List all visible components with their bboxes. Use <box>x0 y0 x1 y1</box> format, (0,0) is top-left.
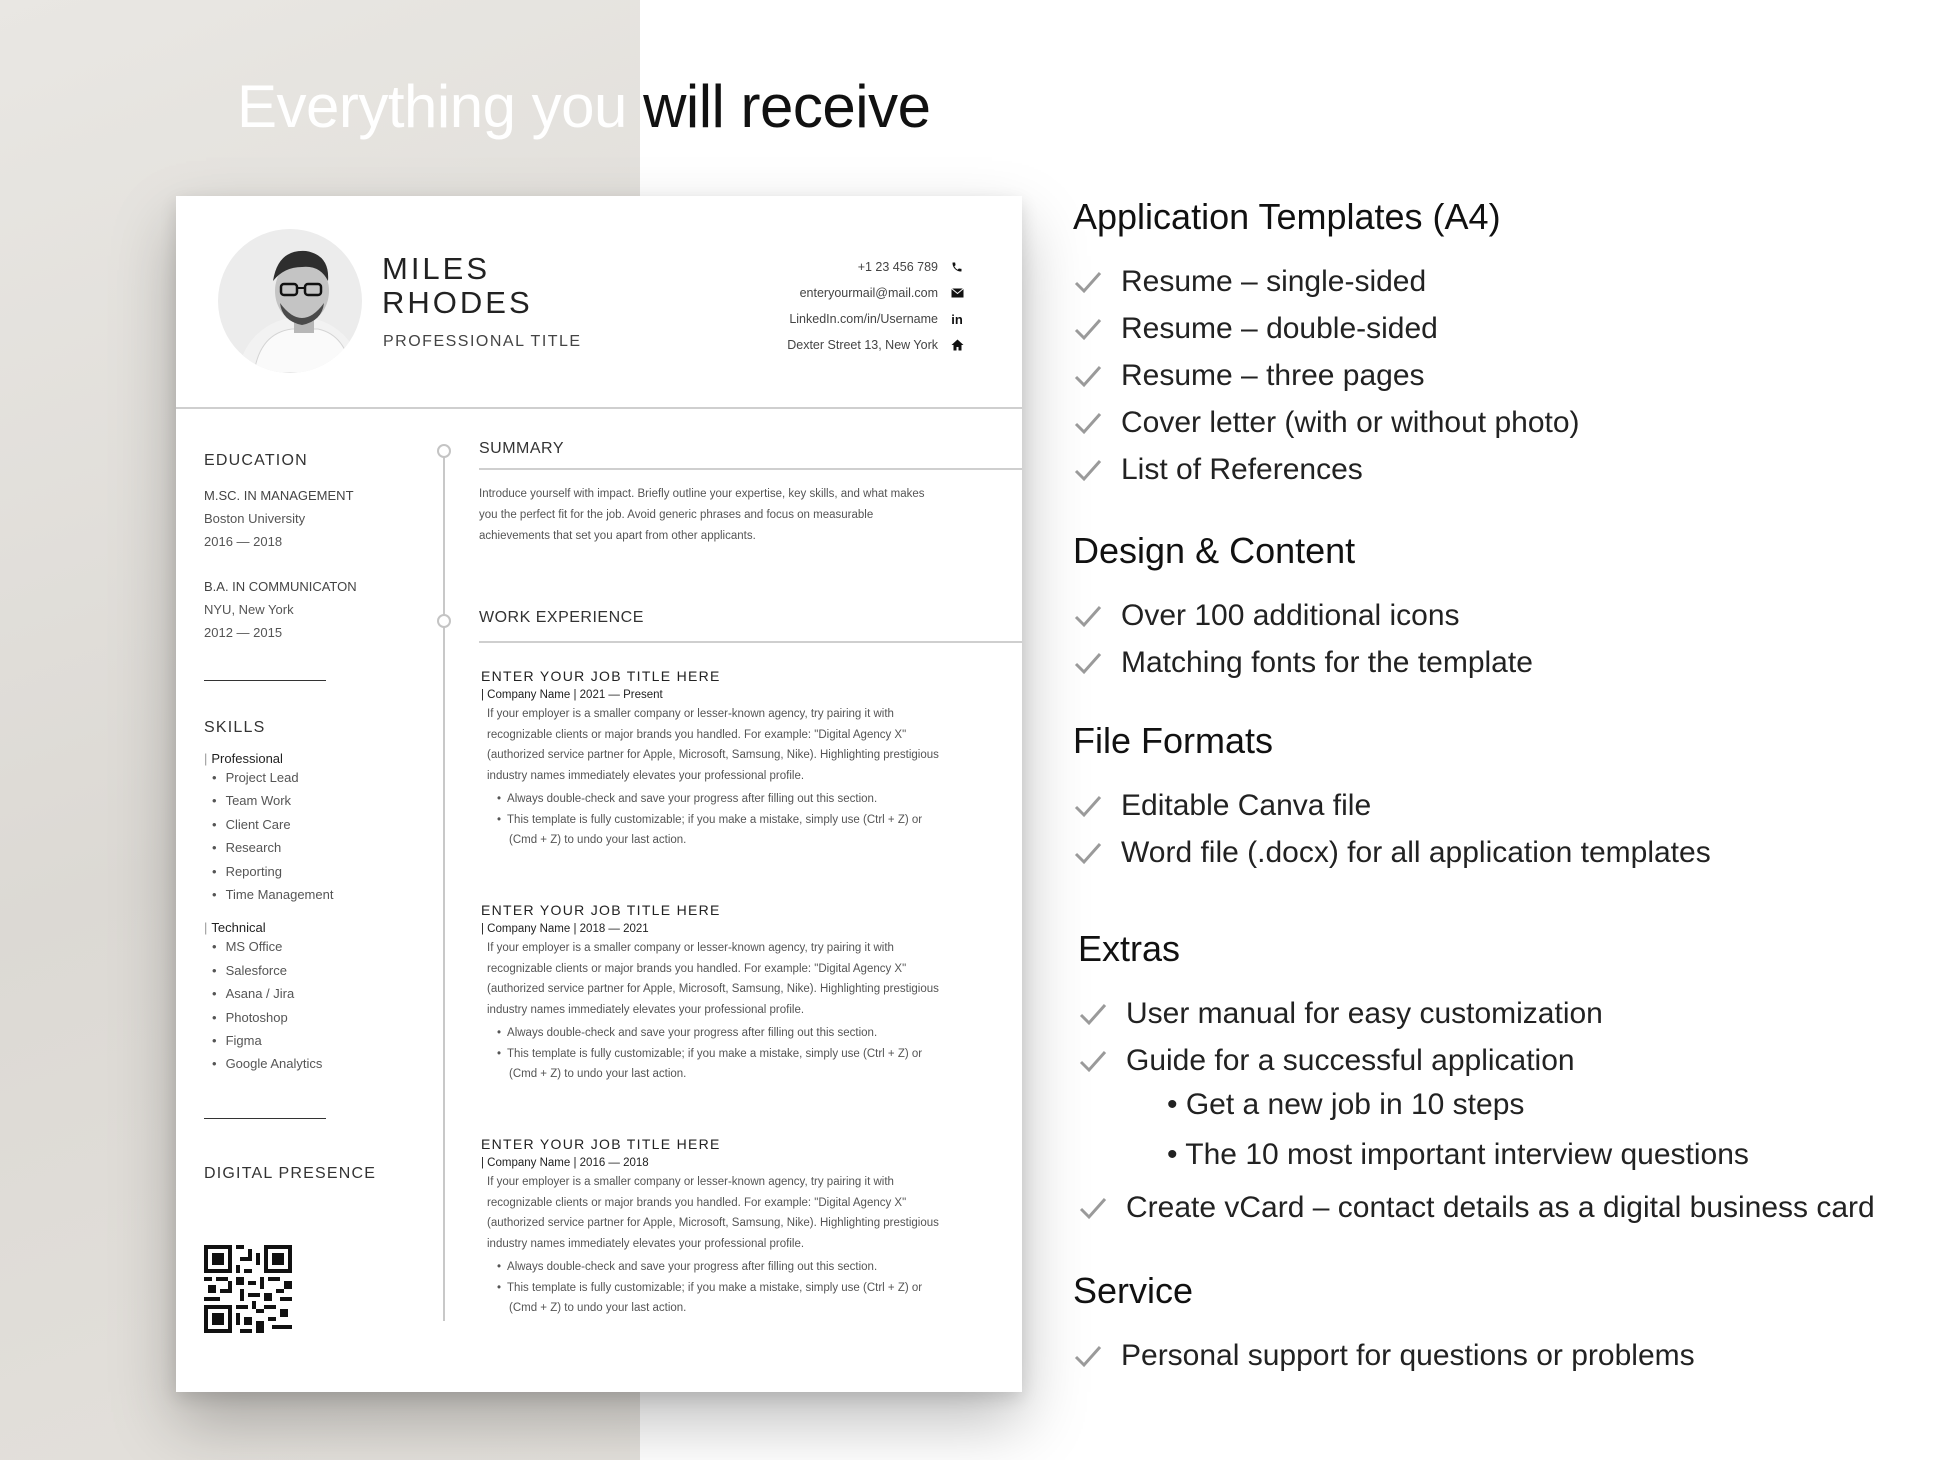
summary-title: SUMMARY <box>479 440 564 457</box>
check-icon <box>1073 601 1111 631</box>
check-icon <box>1073 361 1111 391</box>
headline-part-2: will receive <box>643 73 931 140</box>
feature-item <box>1073 836 1711 870</box>
job-meta: | Company Name | 2021 — Present <box>481 689 663 701</box>
feature-text: Guide for a successful application <box>1126 1044 1575 1077</box>
section-heading-service: Service <box>1073 1270 1194 1311</box>
feature-text: Create vCard – contact details as a digital business card <box>1126 1191 1875 1224</box>
feature-item <box>1078 1044 1575 1078</box>
digital-presence-title: DIGITAL PRESENCE <box>204 1164 377 1182</box>
section-divider <box>204 680 326 681</box>
profile-photo <box>218 229 362 373</box>
skill-item: • Salesforce <box>204 959 404 982</box>
job-entry <box>481 668 951 851</box>
summary-divider <box>479 468 1022 470</box>
job-title: ENTER YOUR JOB TITLE HERE <box>481 1136 721 1152</box>
last-name: RHODES <box>382 285 533 320</box>
timeline-dot <box>437 614 451 628</box>
contact-phone <box>787 254 964 280</box>
education-entry <box>204 484 404 553</box>
check-icon <box>1073 648 1111 678</box>
feature-subitem: • The 10 most important interview questions <box>1167 1138 1749 1171</box>
linkedin-icon: in <box>951 311 963 327</box>
skill-item: • Reporting <box>204 860 404 883</box>
contact-text: Dexter Street 13, New York <box>787 338 938 352</box>
job-bullet: • This template is fully customizable; if you make a mistake, simply use (Ctrl + Z) or (Cmd + Z) to undo your last action. <box>481 1278 951 1319</box>
degree: B.A. IN COMMUNICATON <box>204 579 357 594</box>
skill-group-label: Professional <box>211 751 283 766</box>
check-icon <box>1073 455 1111 485</box>
contact-text: +1 23 456 789 <box>857 260 938 274</box>
job-bullet: • This template is fully customizable; if you make a mistake, simply use (Ctrl + Z) or (Cmd + Z) to undo your last action. <box>481 1044 951 1085</box>
contact-linkedin <box>787 306 964 332</box>
job-meta: | Company Name | 2016 — 2018 <box>481 1157 649 1169</box>
feature-item <box>1078 997 1603 1031</box>
job-entry <box>481 902 951 1085</box>
section-divider <box>204 1118 326 1119</box>
skill-item: • Figma <box>204 1029 404 1052</box>
feature-item <box>1073 359 1425 393</box>
feature-text: Resume – double-sided <box>1121 312 1438 345</box>
feature-text: Resume – three pages <box>1121 359 1425 392</box>
feature-item <box>1073 265 1426 299</box>
feature-subitem: • Get a new job in 10 steps <box>1167 1088 1525 1121</box>
feature-text: List of References <box>1121 453 1363 486</box>
feature-text: Cover letter (with or without photo) <box>1121 406 1580 439</box>
feature-item <box>1073 406 1580 440</box>
check-icon <box>1073 408 1111 438</box>
headline <box>237 72 930 141</box>
skill-item: • Team Work <box>204 789 404 812</box>
job-description: If your employer is a smaller company or lesser-known agency, try pairing it with recognizable clients or major brands you handled. For example: "Digital Agency X" (authorized service partner for Apple, Microsoft, Samsung, Nike). Highlighting prestigious industry names immediately elevates your professional profile. <box>487 942 939 1016</box>
qr-code-icon <box>204 1245 292 1338</box>
skill-item: • Project Lead <box>204 766 404 789</box>
skill-item: • Google Analytics <box>204 1052 404 1075</box>
skill-item: • Research <box>204 836 404 859</box>
contact-text: enteryourmail@mail.com <box>799 286 938 300</box>
check-icon <box>1073 267 1111 297</box>
resume-name <box>382 252 533 320</box>
job-bullet: • This template is fully customizable; if you make a mistake, simply use (Ctrl + Z) or (Cmd + Z) to undo your last action. <box>481 810 951 851</box>
feature-item <box>1073 599 1460 633</box>
home-icon <box>950 338 964 352</box>
job-meta: | Company Name | 2018 — 2021 <box>481 923 649 935</box>
feature-item <box>1078 1191 1875 1225</box>
feature-text: Over 100 additional icons <box>1121 599 1460 632</box>
check-icon <box>1078 1193 1116 1223</box>
feature-text: Matching fonts for the template <box>1121 646 1533 679</box>
contact-email <box>787 280 964 306</box>
skill-item: • Photoshop <box>204 1006 404 1029</box>
job-bullet: • Always double-check and save your progress after filling out this section. <box>481 1023 951 1044</box>
check-icon <box>1073 838 1111 868</box>
left-column <box>204 452 404 1183</box>
check-icon <box>1073 1341 1111 1371</box>
skill-item: • Client Care <box>204 813 404 836</box>
feature-item <box>1073 453 1363 487</box>
degree: M.SC. IN MANAGEMENT <box>204 488 354 503</box>
timeline-dot <box>437 444 451 458</box>
education-entry <box>204 575 404 644</box>
job-description: If your employer is a smaller company or lesser-known agency, try pairing it with recognizable clients or major brands you handled. For example: "Digital Agency X" (authorized service partner for Apple, Microsoft, Samsung, Nike). Highlighting prestigious industry names immediately elevates your professional profile. <box>487 1176 939 1250</box>
mail-icon <box>950 286 964 300</box>
contact-text: LinkedIn.com/in/Username <box>789 312 938 326</box>
check-icon <box>1078 999 1116 1029</box>
professional-title: PROFESSIONAL TITLE <box>383 333 582 350</box>
feature-text: Resume – single-sided <box>1121 265 1427 298</box>
skill-item: • MS Office <box>204 935 404 958</box>
section-heading-extras: Extras <box>1078 928 1181 969</box>
feature-item <box>1073 1339 1695 1373</box>
feature-text: Editable Canva file <box>1121 789 1372 822</box>
section-heading-formats: File Formats <box>1073 720 1274 761</box>
skills-technical-label: | Technical <box>204 920 266 936</box>
skill-item: • Asana / Jira <box>204 982 404 1005</box>
contact-block <box>787 254 964 358</box>
first-name: MILES <box>382 251 491 286</box>
check-icon <box>1073 314 1111 344</box>
years: 2012 — 2015 <box>204 625 283 640</box>
job-title: ENTER YOUR JOB TITLE HERE <box>481 902 721 918</box>
feature-text: Word file (.docx) for all application templates <box>1121 836 1711 869</box>
resume-preview <box>176 196 1022 1392</box>
contact-address <box>787 332 964 358</box>
phone-icon <box>950 260 964 274</box>
job-bullet: • Always double-check and save your progress after filling out this section. <box>481 1257 951 1278</box>
experience-divider <box>479 641 1022 643</box>
check-icon <box>1078 1046 1116 1076</box>
feature-item <box>1073 312 1438 346</box>
timeline-line <box>443 451 445 1321</box>
experience-title: WORK EXPERIENCE <box>479 609 644 626</box>
skill-item: • Time Management <box>204 883 404 906</box>
check-icon <box>1073 791 1111 821</box>
feature-text: User manual for easy customization <box>1126 997 1603 1030</box>
feature-item <box>1073 789 1371 823</box>
job-description: If your employer is a smaller company or lesser-known agency, try pairing it with recognizable clients or major brands you handled. For example: "Digital Agency X" (authorized service partner for Apple, Microsoft, Samsung, Nike). Highlighting prestigious industry names immediately elevates your professional profile. <box>487 708 939 782</box>
header-divider <box>176 407 1022 409</box>
section-heading-templates: Application Templates (A4) <box>1073 196 1501 237</box>
school: NYU, New York <box>204 602 294 617</box>
skill-group-label: Technical <box>211 920 266 936</box>
job-entry <box>481 1136 951 1319</box>
section-heading-design: Design & Content <box>1073 530 1356 571</box>
job-title: ENTER YOUR JOB TITLE HERE <box>481 668 721 684</box>
education-title: EDUCATION <box>204 452 308 469</box>
skills-professional-label: | Professional <box>204 751 283 766</box>
skills-title: SKILLS <box>204 719 266 736</box>
school: Boston University <box>204 511 306 526</box>
summary-text: Introduce yourself with impact. Briefly outline your expertise, key skills, and what makes you the perfect fit for the job. Avoid generic phrases and focus on measurable achievements that set you apart from other applicants. <box>479 488 925 542</box>
feature-text: Personal support for questions or problems <box>1121 1339 1695 1372</box>
job-bullet: • Always double-check and save your progress after filling out this section. <box>481 789 951 810</box>
feature-item <box>1073 646 1533 680</box>
years: 2016 — 2018 <box>204 534 283 549</box>
headline-part-1: Everything you <box>237 73 627 140</box>
